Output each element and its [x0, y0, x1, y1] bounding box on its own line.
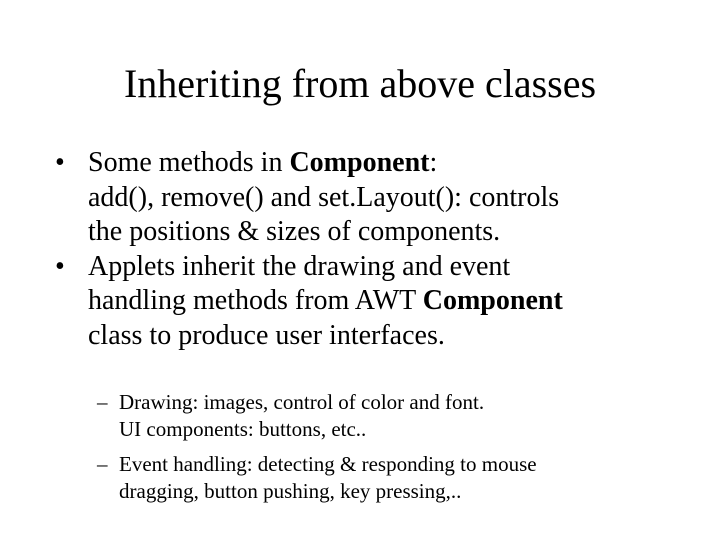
sub-bullet-line: UI components: buttons, etc.. — [119, 417, 367, 441]
bullet-line — [88, 215, 695, 250]
bold-term: Component — [422, 285, 563, 316]
text-run: the positions & sizes of components. — [88, 216, 501, 247]
sub-bullet-item — [97, 389, 697, 443]
bullet-item — [55, 250, 695, 354]
bullet-line — [88, 250, 695, 285]
bullet-line — [88, 284, 695, 319]
bullet-text — [88, 250, 695, 354]
slide-title: Inheriting from above classes — [123, 61, 597, 106]
bullet-item — [55, 146, 695, 250]
dash-mark: – — [97, 452, 108, 476]
bullet-line — [88, 319, 695, 354]
bullet-mark: • — [55, 147, 65, 178]
bold-term: Component — [289, 147, 430, 178]
sub-bullet-list — [97, 389, 697, 513]
bullet-line — [88, 146, 695, 181]
bullet-line — [88, 181, 695, 216]
bullet-mark: • — [55, 250, 65, 282]
text-run: add(), remove() and set.Layout(): controls — [88, 181, 560, 213]
dash-mark: – — [97, 390, 108, 414]
text-run: : — [429, 147, 438, 178]
bullet-text — [88, 146, 695, 250]
sub-bullet-item — [97, 451, 697, 505]
text-run: handling methods from AWT — [88, 285, 423, 316]
sub-bullet-line: Drawing: images, control of color and font. — [119, 390, 485, 414]
text-run: Applets inherit the drawing and event — [88, 250, 511, 282]
sub-bullet-line: Event handling: detecting & responding to mouse — [119, 452, 537, 476]
bullet-list — [55, 146, 695, 353]
sub-bullet-line: dragging, button pushing, key pressing,.. — [119, 479, 462, 503]
text-run: Some methods in — [88, 147, 290, 178]
text-run: class to produce user interfaces. — [88, 319, 445, 351]
